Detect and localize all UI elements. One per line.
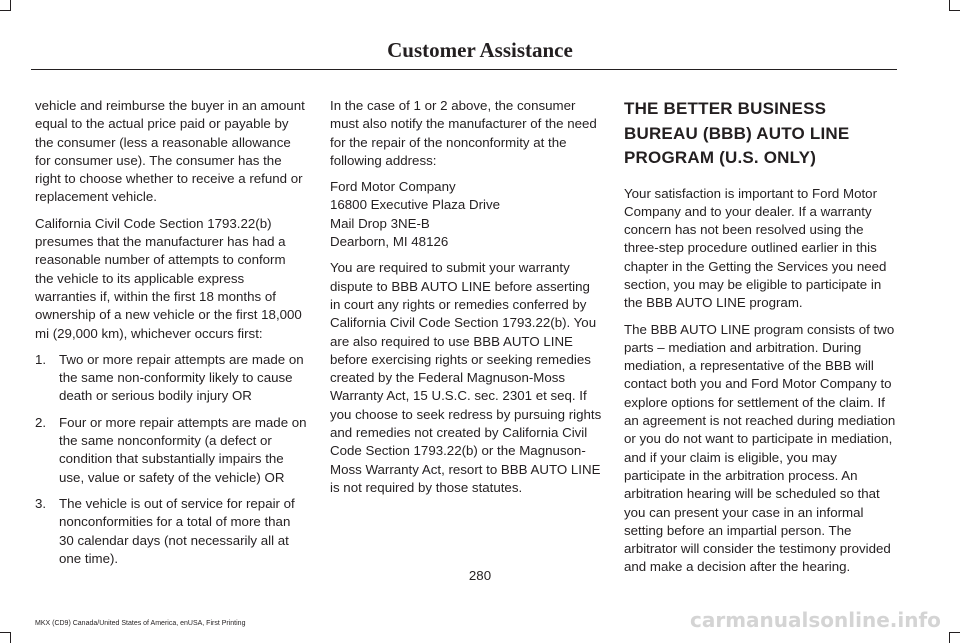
list-item xyxy=(35,351,307,406)
list-item-number: 3. xyxy=(35,495,47,511)
list-item-number: 2. xyxy=(35,414,47,430)
crop-mark-top-right-h xyxy=(950,10,960,11)
list-item xyxy=(35,495,307,568)
list-item-text: Two or more repair attempts are made on the same non-conformity likely to cause death or serious bodily injury OR xyxy=(59,351,304,404)
paragraph: California Civil Code Section 1793.22(b) presumes that the manufacturer has had a reasonable number of attempts to conform the vehicle to its applicable express warranties if, within the first 18 months of ownership of a new vehicle or the first 18,000 mi (29,000 km), whichever occurs first: xyxy=(35,215,302,341)
page-number: 280 xyxy=(468,568,492,583)
watermark: carmanualsonline.info xyxy=(690,608,941,632)
crop-mark-top-right-v xyxy=(949,0,950,11)
list-item-number: 1. xyxy=(35,351,47,367)
footer-text: MKX (CD9) Canada/United States of America, enUSA, First Printing xyxy=(35,620,246,627)
crop-mark-bottom-right-h xyxy=(950,632,960,633)
crop-mark-bottom-left-v xyxy=(10,632,11,643)
column-3 xyxy=(624,97,896,585)
address-line: 16800 Executive Plaza Drive xyxy=(330,197,500,213)
list-item xyxy=(35,414,307,487)
paragraph: You are required to submit your warranty dispute to BBB AUTO LINE before asserting in court any rights or remedies conferred by California Civil Code Section 1793.22(b). You are also required to use BBB AUTO LINE before exercising rights or seeking remedies created by the Federal Magnuson-Moss Warranty Act, 15 U.S.C. sec. 2301 et seq. If you choose to seek redress by pursuing rights and remedies not created by California Civil Code Section 1793.22(b) or the Magnuson-Moss Warranty Act, resort to BBB AUTO LINE is not required by those statutes. xyxy=(330,260,602,495)
column-2 xyxy=(330,97,602,505)
crop-mark-bottom-right-v xyxy=(949,632,950,643)
paragraph: In the case of 1 or 2 above, the consumer must also notify the manufacturer of the need for the repair of the nonconformity at the following address: xyxy=(330,98,597,168)
address-line: Dearborn, MI 48126 xyxy=(330,234,449,250)
mailing-address xyxy=(330,178,602,251)
crop-mark-top-left-v xyxy=(10,0,11,11)
list-item-text: The vehicle is out of service for repair of nonconformities for a total of more than 30 calendar days (not necessarily all at one time). xyxy=(59,495,295,566)
list-item-text: Four or more repair attempts are made on the same nonconformity (a defect or condition that substantially impairs the use, value or safety of the vehicle) OR xyxy=(59,414,307,485)
address-line: Mail Drop 3NE-B xyxy=(330,215,430,231)
crop-mark-top-left-h xyxy=(0,10,10,11)
section-heading: THE BETTER BUSINESS BUREAU (BBB) AUTO LINE PROGRAM (U.S. ONLY) xyxy=(624,99,850,167)
paragraph: Your satisfaction is important to Ford Motor Company and to your dealer. If a warranty concern has not been resolved using the three-step procedure outlined earlier in this chapter in the Getting the Services you need section, you may be eligible to participate in the BBB AUTO LINE program. xyxy=(624,185,887,311)
header-divider xyxy=(31,69,897,70)
column-1 xyxy=(35,97,307,576)
crop-mark-bottom-left-h xyxy=(0,632,10,633)
page-title: Customer Assistance xyxy=(387,38,573,62)
numbered-list xyxy=(35,351,307,568)
address-line: Ford Motor Company xyxy=(330,179,456,195)
paragraph: The BBB AUTO LINE program consists of two parts – mediation and arbitration. During mediation, a representative of the BBB will contact both you and Ford Motor Company to explore options for settlement of the claim. If an agreement is not reached during mediation or you do not want to participate in mediation, and if your claim is eligible, you may participate in the arbitration process. An arbitration hearing will be scheduled so that you can present your case in an informal setting before an impartial person. The arbitrator will consider the testimony provided and make a decision after the hearing. xyxy=(624,321,896,575)
paragraph: vehicle and reimburse the buyer in an amount equal to the actual price paid or payable by the consumer (less a reasonable allowance for consumer use). The consumer has the right to choose whether to receive a refund or replacement vehicle. xyxy=(35,98,305,205)
